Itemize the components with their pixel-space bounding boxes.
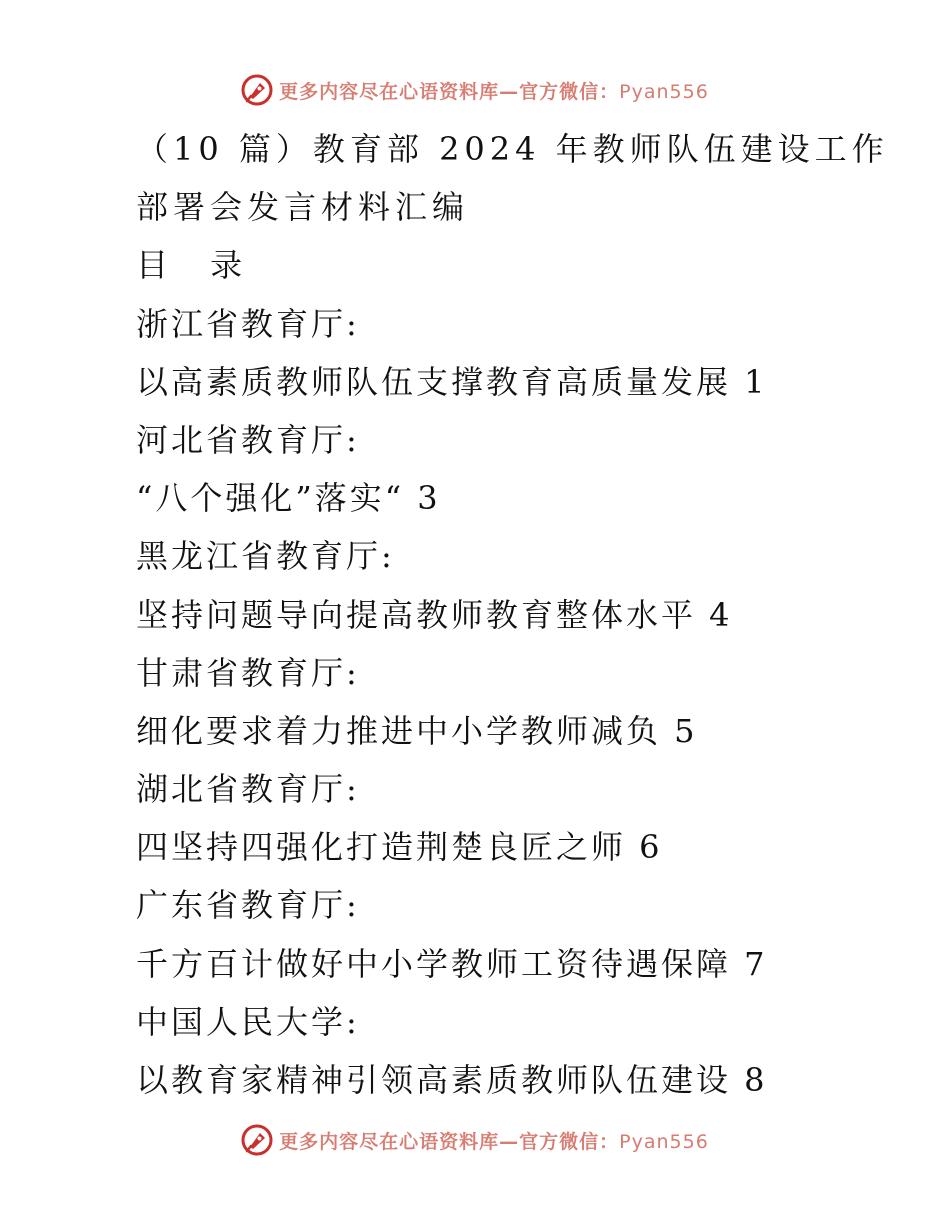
toc-entry[interactable]: 以教育家精神引领高素质教师队伍建设 8 [136,1061,768,1099]
document-title-line-1: （10 篇）教育部 2024 年教师队伍建设工作 [136,130,889,168]
toc-org: 黑龙江省教育厅: [136,537,395,576]
toc-org: 河北省教育厅: [136,420,360,459]
pen-nib-logo-icon [241,1124,273,1156]
toc-entry[interactable]: 细化要求着力推进中小学教师减负 5 [136,711,698,750]
footer-watermark-banner [0,1120,950,1160]
header-watermark-banner [0,70,950,110]
toc-org: 广东省教育厅: [136,886,360,925]
toc-org: 浙江省教育厅: [136,304,360,343]
pen-nib-logo-icon [241,74,273,106]
toc-entry[interactable]: 四坚持四强化打造荆楚良匠之师 6 [136,828,663,867]
toc-entry[interactable]: 千方百计做好中小学教师工资待遇保障 7 [136,944,768,983]
document-title-line-2: 部署会发言材料汇编 [136,188,470,227]
document-body [136,120,889,1109]
toc-entry[interactable]: “八个强化”落实“ 3 [136,479,441,518]
toc-heading: 目 录 [136,246,259,285]
wechat-id: Pyan556 [619,1130,709,1153]
toc-org: 甘肃省教育厅: [136,653,360,692]
toc-entry[interactable]: 以高素质教师队伍支撑教育高质量发展 1 [136,362,768,401]
wechat-id: Pyan556 [619,80,709,103]
watermark-text [279,1127,709,1154]
toc-entry[interactable]: 坚持问题导向提高教师教育整体水平 4 [136,595,733,634]
watermark-label: 更多内容尽在心语资料库—官方微信： [279,1130,620,1153]
toc-org: 湖北省教育厅: [136,770,360,809]
watermark-text [279,77,709,104]
watermark-label: 更多内容尽在心语资料库—官方微信： [279,80,620,103]
toc-org: 中国人民大学: [136,1002,360,1041]
